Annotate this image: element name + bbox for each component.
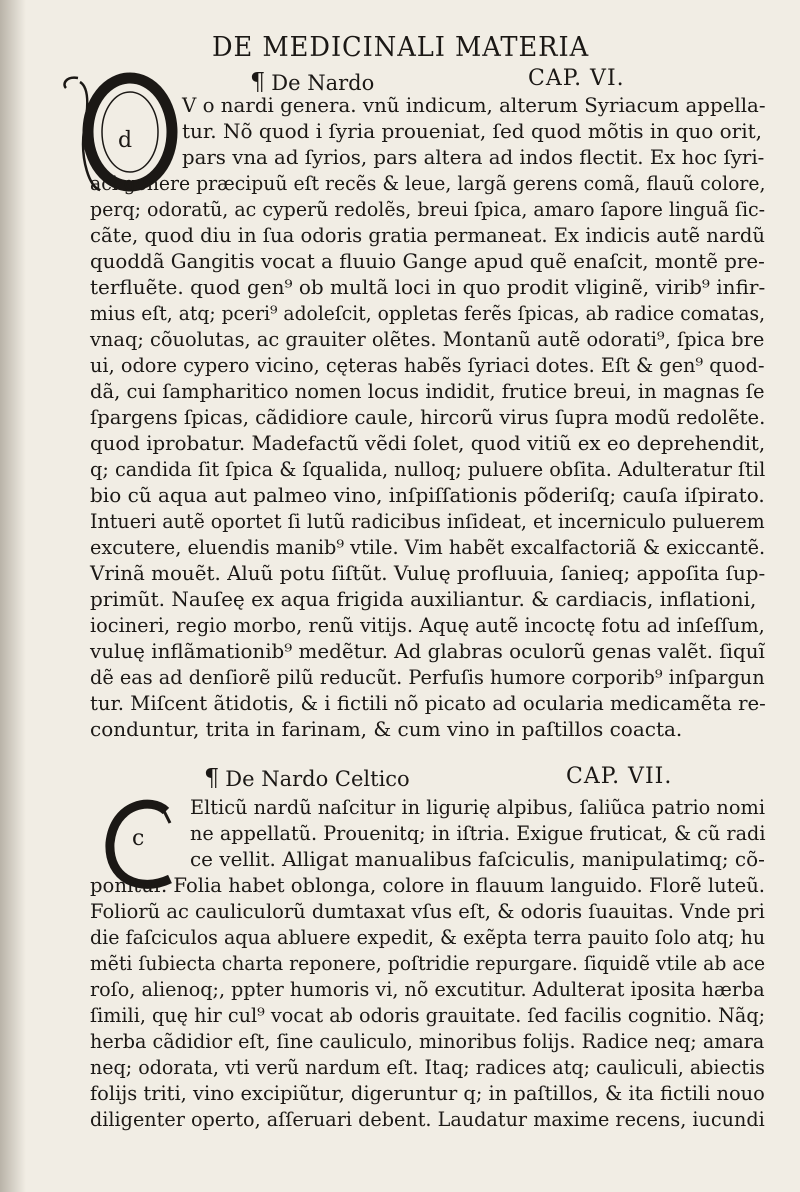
text-line: ſimili, quę hir cul⁹ vocat ab odoris grauitate. ſed facilis cognitio. Nãq;	[90, 1003, 766, 1027]
text-line: ce vellit. Alligat manualibus faſciculis, manipulatimq; cõ-	[190, 847, 765, 871]
text-line: dẽ eas ad denſiorẽ pilũ reducũt. Perfuſis humore corporib⁹ inſpargun	[90, 665, 765, 689]
text-line: quod iprobatur. Madefactũ vẽdi ſolet, quod vitiũ ex eo deprehendit,	[90, 431, 766, 455]
text-line: vuluę inflãmationib⁹ medẽtur. Ad glabras oculorũ genas valẽt. ſiquĩ	[90, 639, 765, 663]
running-head: DE MEDICINALI MATERIA	[212, 32, 590, 63]
section-heading-nardo-celtico: ¶ De Nardo Celtico	[204, 764, 410, 792]
text-line: perq; odoratũ, ac cyperũ redolẽs, breui ſpica, amaro ſapore linguã ſic-	[90, 197, 766, 221]
text-line: herba cãdidior eſt, ſine cauliculo, minoribus folijs. Radice neq; amara	[90, 1029, 765, 1053]
text-line: die faſciculos aqua abluere expedit, & exẽpta terra pauito ſolo atq; hu	[90, 925, 766, 949]
text-line: cãte, quod diu in ſua odoris gratia permaneat. Ex indicis autẽ nardũ	[90, 223, 766, 247]
text-line: ponitur. Folia habet oblonga, colore in flauum languido. Florẽ luteũ.	[90, 873, 766, 897]
text-line: roſo, alienoq;, ppter humoris vi, nõ excutitur. Adulterat iposita hærba	[90, 977, 765, 1001]
text-line: ne appellatũ. Prouenitq; in iſtria. Exigue fruticat, & cũ radi	[190, 821, 766, 845]
section-heading-nardo: ¶ De Nardo	[250, 68, 375, 96]
text-line: conduntur, trita in farinam, & cum vino in paſtillos coacta.	[90, 717, 683, 741]
pilcrow-icon: ¶	[204, 764, 220, 792]
text-line: excutere, eluendis manib⁹ vtile. Vim habẽt excalfactoriã & exiccantẽ.	[90, 535, 766, 559]
text-line: folijs triti, vino excipiũtur, digeruntur q; in paſtillos, & ita fictili nouo	[90, 1081, 765, 1105]
text-line: bio cũ aqua aut palmeo vino, inſpiſſationis põderiſq; cauſa iſpirato.	[90, 483, 765, 507]
guide-letter-d: d	[118, 128, 133, 153]
text-line: Vrinã mouẽt. Aluũ potu ſiſtũt. Vuluę profluuia, ſanieq; appoſita ſup-	[90, 561, 766, 585]
chapter-number-vi: CAP. VI.	[528, 66, 625, 91]
text-line: primũt. Nauſeę ex aqua frigida auxiliantur. & cardiacis, inflationi,	[90, 587, 757, 611]
text-line: dã, cui ſampharitico nomen locus indidit, frutice breui, in magnas ſe	[90, 379, 765, 403]
text-line: Elticũ nardũ naſcitur in ligurię alpibus, ſaliũca patrio nomi	[190, 795, 766, 819]
text-line: pars vna ad ſyrios, pars altera ad indos flectit. Ex hoc ſyri-	[182, 145, 765, 169]
text-line: tur. Miſcent ãtidotis, & i fictili nõ picato ad ocularia medicamẽta re-	[90, 691, 766, 715]
text-line: V o nardi genera. vnũ indicum, alterum Syriacum appella-	[182, 93, 766, 117]
text-line: ſpargens ſpicas, cãdidiore caule, hircorũ virus ſupra modũ redolẽte.	[90, 405, 766, 429]
text-line: mius eſt, atq; pceri⁹ adoleſcit, oppletas ferẽs ſpicas, ab radice comatas,	[90, 301, 766, 325]
page-gutter-shadow	[0, 0, 26, 1192]
text-line: Foliorũ ac cauliculorũ dumtaxat vſus eſt, & odoris ſuauitas. Vnde pri	[90, 899, 765, 923]
text-line: aci genere præcipuũ eſt recẽs & leue, largã gerens comã, flauũ colore,	[90, 171, 766, 195]
text-line: mẽti ſubiecta charta reponere, poſtridie repurgare. ſiquidẽ vtile ab ace	[90, 951, 766, 975]
text-line: neq; odorata, vti verũ nardum eſt. Itaq; radices atq; cauliculi, abiectis	[90, 1055, 765, 1079]
text-line: diligenter operto, aſſeruari debent. Laudatur maxime recens, iucundi	[90, 1107, 765, 1131]
text-line: iocineri, regio morbo, renũ vitijs. Aquę autẽ incoctę fotu ad inſeſſum,	[90, 613, 765, 637]
pilcrow-icon: ¶	[250, 68, 266, 96]
guide-letter-c: c	[132, 826, 145, 851]
text-line: tur. Nõ quod i ſyria proueniat, ſed quod mõtis in quo orit,	[182, 119, 762, 143]
text-line: ui, odore cypero vicino, cęteras habẽs ſyriaci dotes. Eſt & gen⁹ quod-	[90, 353, 765, 377]
text-line: Intueri autẽ oportet ſi lutũ radicibus inſideat, et incerniculo puluerem	[90, 509, 765, 533]
chapter-number-vii: CAP. VII.	[566, 764, 673, 789]
text-line: q; candida ſit ſpica & ſqualida, nulloq; puluere obſita. Adulteratur ſtil	[90, 457, 766, 481]
text-line: quoddã Gangitis vocat a fluuio Gange apud quẽ enaſcit, montẽ pre-	[90, 249, 765, 273]
text-line: terfluẽte. quod gen⁹ ob multã loci in quo prodit vliginẽ, virib⁹ infir-	[90, 275, 766, 299]
text-line: vnaq; cõuolutas, ac grauiter olẽtes. Montanũ autẽ odorati⁹, ſpica bre	[90, 327, 765, 351]
